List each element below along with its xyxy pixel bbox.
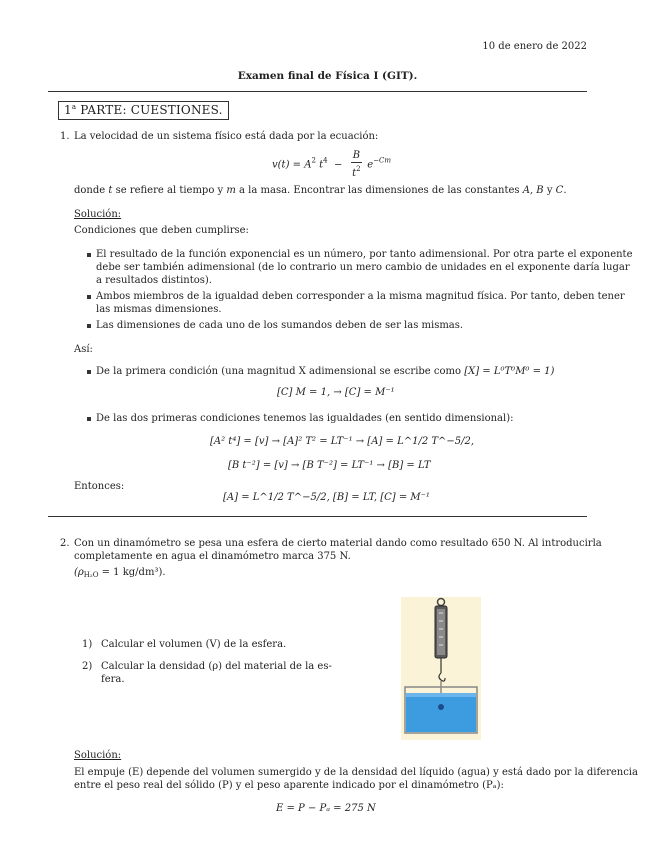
task-1-number: 1) [82,639,93,650]
solution-2-line-1: El empuje (E) depende del volumen sumergido y de la densidad del líquido (agua) y está dado por la diferencia [74,767,638,778]
eq-lhs: v(t) = A [272,159,312,171]
question-1-number: 1. [60,131,70,142]
bullet-marker [87,253,91,257]
task-2-line-1: Calcular la densidad (ρ) del material de la es- [101,661,332,672]
question-1-equation: $v(t) = A^2$ $t^4$ − $\frac{B}{t^2}$ $e^{-Cm}$ [272,150,392,179]
bullet-1-line-1: El resultado de la función exponencial es un número, por tanto adimensional. Por otra parte el exponente [96,249,633,260]
bullet-marker [87,324,91,328]
bullet-marker [87,417,91,421]
section-rule [48,516,587,517]
bullet-1-line-3: a resultados distintos). [96,275,212,286]
part-number: 1 [64,103,72,117]
exam-title: Examen final de Física I (GIT). [237,70,418,82]
bullet-3-line-1: Las dimensiones de cada uno de los sumandos deben de ser las mismas. [96,320,464,331]
eq-fraction: $\frac{B}{t^2}$ [352,150,361,179]
entonces-label: Entonces: [74,481,125,492]
condition-2-eq-2: [B t⁻²] = [v] → [B T⁻²] = LT⁻¹ → [B] = LT [228,460,431,471]
header-rule [48,91,587,92]
bullet-1-line-2: debe ser también adimensional (de lo contrario un mero cambio de unidades en el exponente daría lugar [96,262,630,273]
conditions-intro: Condiciones que deben cumplirse: [74,225,249,236]
bullet-marker [87,295,91,299]
question-2-line-2: completamente en agua el dinamómetro marca 375 N. [74,551,351,562]
bullet-2-line-2: las mismas dimensiones. [96,304,222,315]
condition-1-text: De la primera condición (una magnitud X adimensional se escribe como [X] = L⁰T⁰M⁰ = 1) [96,366,555,377]
task-1-text: Calcular el volumen (V) de la esfera. [101,639,287,650]
water [406,693,476,732]
sphere [438,704,444,710]
task-2-number: 2) [82,661,93,672]
solution-1-label: Solución: [74,209,122,220]
bullet-marker [87,370,91,374]
water-density: ($\rho_{H_2O} = 1$ kg/dm³). [74,567,166,579]
task-2-line-2: fera. [101,674,125,685]
solution-2-label: Solución: [74,750,122,761]
solution-2-line-2: entre el peso real del sólido (P) y el peso aparente indicado por el dinamómetro (Pₐ): [74,780,504,791]
question-2-line-1: Con un dinamómetro se pesa una esfera de cierto material dando como resultado 650 N. Al introducirla [74,538,602,549]
question-1-statement: La velocidad de un sistema físico está dada por la ecuación: [74,131,379,142]
asi-label: Así: [74,344,93,355]
part-heading-box [58,101,229,120]
eq-exp: e [367,159,374,171]
question-2-number: 2. [60,538,70,549]
question-1-context: donde t se refiere al tiempo y m a la masa. Encontrar las dimensiones de las constantes A, B y C. [74,185,567,196]
condition-1-result: [C] M = 1, → [C] = M⁻¹ [277,387,395,398]
exam-date: 10 de enero de 2022 [482,41,587,52]
condition-2-eq-1: [A² t⁴] = [v] → [A]² T² = LT⁻¹ → [A] = L^1/2 T^−5/2, [210,436,475,447]
part-ordinal: a [71,103,77,111]
condition-2-text: De las dos primeras condiciones tenemos las igualdades (en sentido dimensional): [96,413,514,424]
final-result: [A] = L^1/2 T^−5/2, [B] = LT, [C] = M⁻¹ [223,492,430,503]
dynamometer-scale [437,609,445,655]
solution-2-equation: E = P − Pₐ = 275 N [276,803,376,814]
part-label: PARTE: CUESTIONES. [76,103,223,117]
bullet-2-line-1: Ambos miembros de la igualdad deben corresponder a la misma magnitud física. Por tanto, deben tener [96,291,625,302]
dynamometer-figure [401,597,481,740]
eq-t: t [319,159,324,171]
